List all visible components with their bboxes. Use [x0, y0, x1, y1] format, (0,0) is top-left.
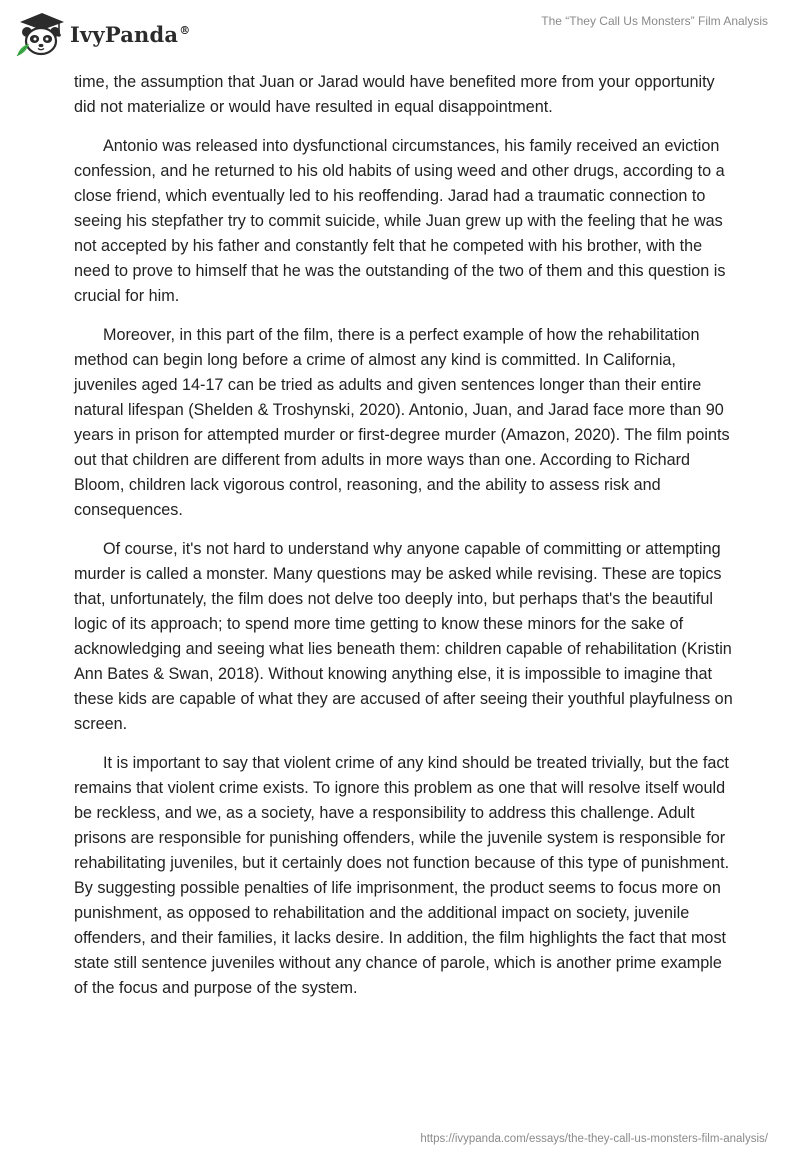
- paragraph: Antonio was released into dysfunctional circumstances, his family received an eviction confession, and he returned to his old habits of using weed and other drugs, according to a close friend, which eventually led to his reoffending. Jarad had a traumatic connection to seeing his stepfather try to commit suicide, while Juan grew up with the feeling that he was not accepted by his father and constantly felt that he competed with his brother, with the need to prove to himself that he was the outstanding of the two of them and this question is crucial for him.: [74, 137, 726, 305]
- paragraph: It is important to say that violent crime of any kind should be treated trivially, but the fact remains that violent crime exists. To ignore this problem as one that will resolve itself would be reckless, and we, as a society, have a responsibility to address this challenge. Adult prisons are responsible for punishing offenders, while the juvenile system is responsible for rehabilitating juveniles, but it certainly does not function because of this type of punishment. By suggesting possible penalties of life imprisonment, the product seems to focus more on punishment, as opposed to rehabilitation and the additional impact on society, juvenile offenders, and their families, it lacks desire. In addition, the film highlights the fact that most state still sentence juveniles without any chance of parole, which is another prime example of the focus and purpose of the system.: [74, 754, 730, 997]
- page-header: [0, 0, 800, 68]
- registered-mark: ®: [179, 23, 191, 37]
- logo-wordmark: [70, 22, 190, 47]
- paragraph: time, the assumption that Juan or Jarad would have benefited more from your opportunity did not materialize or would have resulted in equal disappointment.: [74, 73, 715, 116]
- source-url[interactable]: https://ivypanda.com/essays/the-they-call-us-monsters-film-analysis/: [420, 1133, 768, 1145]
- document-title: The “They Call Us Monsters” Film Analysis: [541, 14, 768, 28]
- paragraph: Moreover, in this part of the film, there is a perfect example of how the rehabilitation method can begin long before a crime of almost any kind is committed. In California, juveniles aged 14-17 can be tried as adults and given sentences longer than their entire natural lifespan (Shelden & Troshynski, 2020). Antonio, Juan, and Jarad face more than 90 years in prison for attempted murder or first-degree murder (Amazon, 2020). The film points out that children are different from adults in more ways than one. According to Richard Bloom, children lack vigorous control, reasoning, and the ability to assess risk and consequences.: [74, 326, 730, 519]
- paragraph: Of course, it's not hard to understand why anyone capable of committing or attempting murder is called a monster. Many questions may be asked while revising. These are topics that, unfortunately, the film does not delve too deeply into, but perhaps that's the beautiful logic of its approach; to spend more time getting to know these minors for the sake of acknowledging and seeing what lies beneath them: children capable of rehabilitation (Kristin Ann Bates & Swan, 2018). Without knowing anything else, it is impossible to imagine that these kids are capable of what they are accused of after seeing their youthful playfulness on screen.: [74, 540, 733, 733]
- ivypanda-logo[interactable]: [14, 10, 190, 58]
- essay-body: [74, 70, 734, 1015]
- panda-graduate-icon: [14, 10, 66, 58]
- brand-name: IvyPanda: [70, 21, 179, 47]
